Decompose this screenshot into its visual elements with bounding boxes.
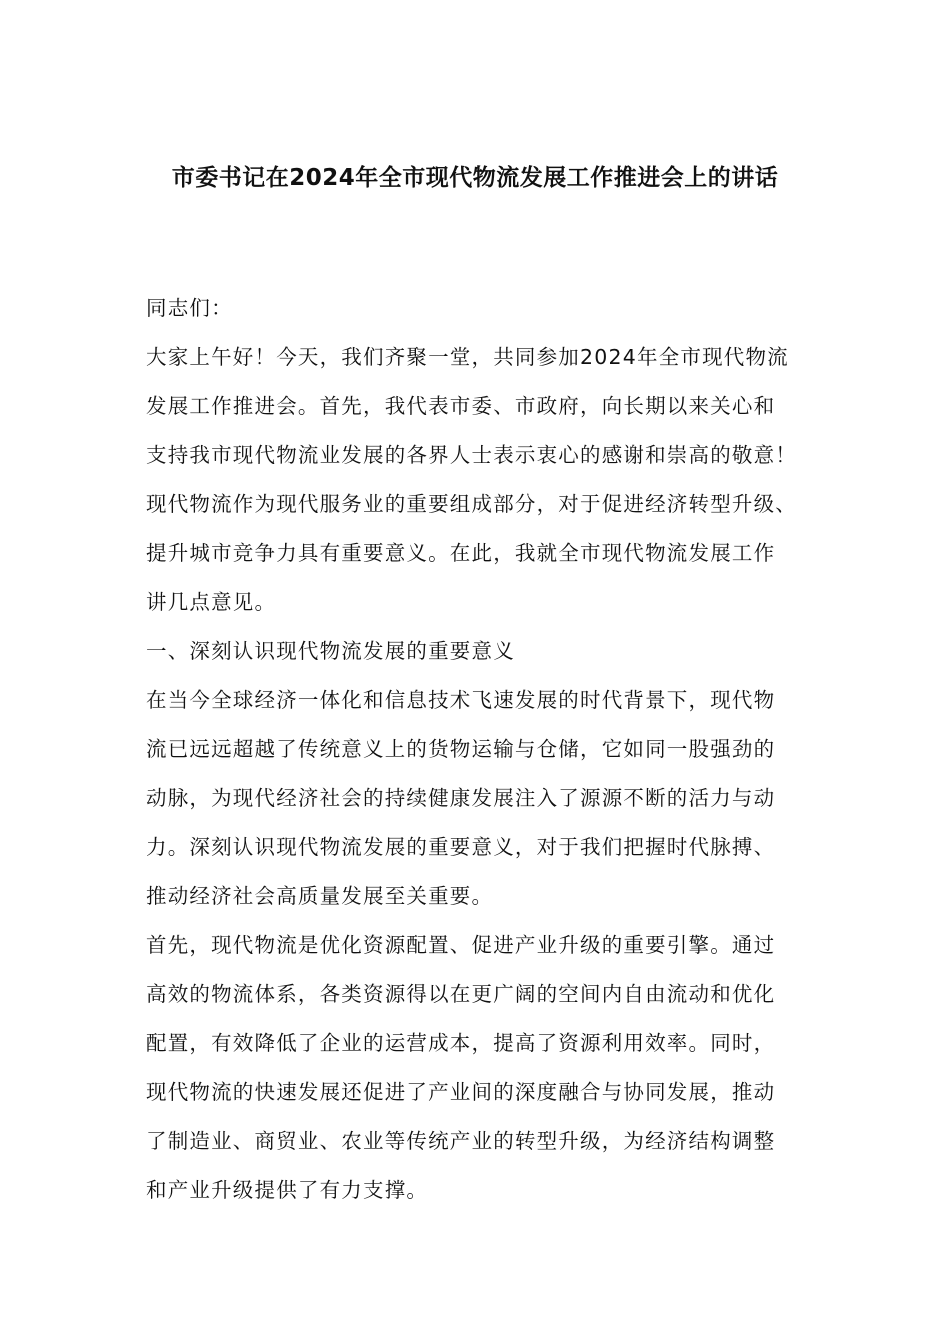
paragraph-line: 推动经济社会高质量发展至关重要。 <box>146 884 494 908</box>
document-body <box>146 284 836 1215</box>
paragraph-line: 现代物流作为现代服务业的重要组成部分，对于促进经济转型升级、 <box>146 492 797 516</box>
section-heading: 一、深刻认识现代物流发展的重要意义 <box>146 639 515 663</box>
paragraph-line: 在当今全球经济一体化和信息技术飞速发展的时代背景下，现代物 <box>146 688 776 712</box>
paragraph-line: 首先，现代物流是优化资源配置、促进产业升级的重要引擎。通过 <box>146 933 776 957</box>
document-title: 市委书记在2024年全市现代物流发展工作推进会上的讲话 <box>171 165 779 191</box>
salutation-line: 同志们： <box>146 296 233 320</box>
paragraph-line: 大家上午好！今天，我们齐聚一堂，共同参加2024年全市现代物流 <box>146 345 789 369</box>
paragraph-line: 了制造业、商贸业、农业等传统产业的转型升级，为经济结构调整 <box>146 1129 776 1153</box>
paragraph-line: 高效的物流体系，各类资源得以在更广阔的空间内自由流动和优化 <box>146 982 776 1006</box>
paragraph-line: 提升城市竞争力具有重要意义。在此，我就全市现代物流发展工作 <box>146 541 776 565</box>
paragraph-line: 讲几点意见。 <box>146 590 277 614</box>
paragraph-line: 力。深刻认识现代物流发展的重要意义，对于我们把握时代脉搏、 <box>146 835 776 859</box>
paragraph-line: 现代物流的快速发展还促进了产业间的深度融合与协同发展，推动 <box>146 1080 776 1104</box>
paragraph-line: 动脉，为现代经济社会的持续健康发展注入了源源不断的活力与动 <box>146 786 776 810</box>
paragraph-line: 发展工作推进会。首先，我代表市委、市政府，向长期以来关心和 <box>146 394 776 418</box>
paragraph-line: 配置，有效降低了企业的运营成本，提高了资源利用效率。同时， <box>146 1031 776 1055</box>
paragraph-line: 和产业升级提供了有力支撑。 <box>146 1178 429 1202</box>
paragraph-line: 支持我市现代物流业发展的各界人士表示衷心的感谢和崇高的敬意！ <box>146 443 797 467</box>
paragraph-line: 流已远远超越了传统意义上的货物运输与仓储，它如同一股强劲的 <box>146 737 776 761</box>
